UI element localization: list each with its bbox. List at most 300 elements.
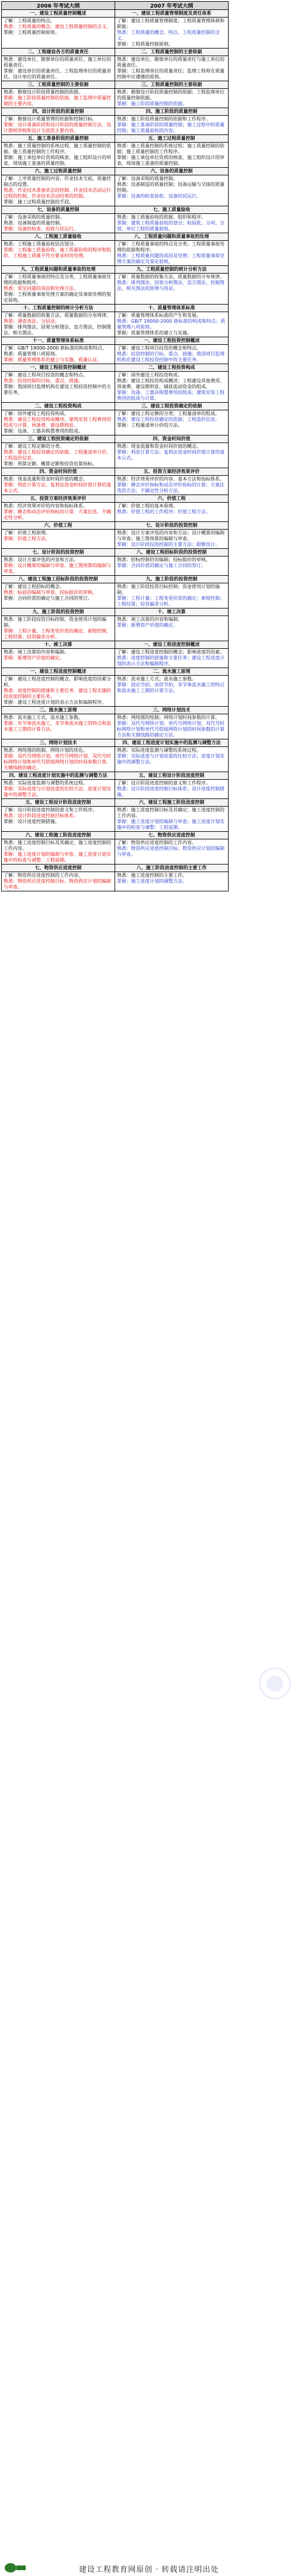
cell-2006: 五、建设工程设计阶段进度控制 xyxy=(2,799,115,807)
cell-2006: 一、建设工程质量控制概述 xyxy=(2,10,115,18)
requirement-line: 掌握：设备、工器具购置费用的组成。 xyxy=(4,428,83,434)
cell-2006 xyxy=(2,56,115,81)
requirement-line: 了解：GB/T 19000-2000 族标准的构成和特点。 xyxy=(4,345,108,351)
requirement-row xyxy=(2,676,229,707)
requirement-line: 掌握：合同价款的确定与施工合同的签订。 xyxy=(4,596,92,601)
cell-2006: 六、价值工程 xyxy=(2,522,115,530)
cell-2006: 四、资金时间价值 xyxy=(2,468,115,476)
cell-2006: 二、建设工程投资构成 xyxy=(2,403,115,410)
section-heading-row xyxy=(2,772,229,780)
requirement-line: 熟悉：建设工程投资构成概述、建筑安装工程费用的组成与计算、预备费、建设期利息。 xyxy=(4,417,111,428)
cell-2007 xyxy=(115,312,229,337)
requirement-line: 熟悉：施工进度控制目标及其确定；施工进度控制的工作内容。 xyxy=(117,807,225,818)
cell-2006: 九、施工阶段的投资控制 xyxy=(2,608,115,616)
requirement-line: 熟悉：施工进度控制的主要工作。 xyxy=(117,873,187,878)
requirement-line: 了解：质量数据的收集方法、质量数据的分布规律。 xyxy=(4,313,111,318)
requirement-line: 熟悉：价值工程的工作程序；价值工程方法。 xyxy=(117,509,210,514)
cell-2006: 一、建设工程投资控制概述 xyxy=(2,364,115,372)
requirement-line: 掌握：建设工程进度计划的表示方法和编制程序。 xyxy=(4,700,106,705)
cell-2007 xyxy=(115,556,229,576)
requirement-line: 熟悉：常见问题的成因和处理方法。 xyxy=(4,286,78,291)
requirement-row xyxy=(2,274,229,305)
syllabus-comparison-document xyxy=(1,1,228,891)
cell-2007: 一、建设工程质量管理制度及责任体系 xyxy=(115,10,229,18)
cell-2006: 三、工程质量控制的主要依据 xyxy=(2,81,115,89)
requirement-row xyxy=(2,839,229,865)
cell-2006 xyxy=(2,241,115,266)
cell-2006: 九、工程质量问题和质量事故的处理 xyxy=(2,266,115,274)
section-heading-row xyxy=(2,305,229,312)
requirement-line: 掌握：预算定额、概算定额和投资估算指标。 xyxy=(4,461,97,466)
requirement-row xyxy=(2,616,229,641)
section-heading-row xyxy=(2,832,229,839)
requirement-line: 掌握：设计概算的编制与审查、施工图预算的编制与审查。 xyxy=(4,563,111,574)
cell-2007: 七、设计阶段的投资控制 xyxy=(115,522,229,530)
cell-2007: 七、施工质量验收 xyxy=(115,206,229,214)
requirement-line: 熟悉：物资供应进度控制目标、物资供应计划的编制与审查。 xyxy=(4,879,111,890)
requirement-row xyxy=(2,872,229,891)
section-heading-row xyxy=(2,608,229,616)
cell-2006 xyxy=(2,143,115,168)
cell-2007 xyxy=(115,89,229,108)
requirement-line: 熟悉：建设工程投资确定的依据、工程量清单计价、工程造价信息。 xyxy=(4,449,111,461)
requirement-row xyxy=(2,747,229,772)
requirement-line: 掌握：设计进度控制措施。 xyxy=(4,819,60,824)
section-heading-row xyxy=(2,668,229,676)
cell-2006 xyxy=(2,116,115,135)
cell-2006: 四、建设工程进度计划实施中的监测与调整方法 xyxy=(2,772,115,780)
cell-2007: 三、建设工程投资确定的依据 xyxy=(115,403,229,410)
requirement-line: 掌握：设计阶段投资控制的主要方法；限额设计。 xyxy=(117,542,220,547)
section-heading-row xyxy=(2,337,229,345)
cell-2006: 十一、质量管理体系标准 xyxy=(2,337,115,345)
cell-2006: 十、竣工决算 xyxy=(2,641,115,649)
cell-2006: 五、投资方案经济效果评价 xyxy=(2,495,115,503)
cell-2007 xyxy=(115,143,229,168)
requirement-line: 掌握：我国项目监理机构在建设工程投资控制中的主要任务。 xyxy=(4,384,111,395)
cell-2006 xyxy=(2,780,115,799)
requirement-line: 掌握：施工承包单位资质的核查、施工组织设计的审查、现场施工准备的质量控制。 xyxy=(117,155,225,166)
cell-2007: 二、工程质量控制的主要依据 xyxy=(115,49,229,56)
edu-logo-icon xyxy=(4,2562,27,2574)
requirement-line: 掌握：工程计量、工程变更价款的确定、索赔控制、工程结算、投资偏差分析。 xyxy=(4,628,111,639)
requirement-line: 了解：设计阶段进度控制的意义和工作程序。 xyxy=(117,780,210,786)
requirement-row xyxy=(2,89,229,108)
requirement-line: 掌握：施工承包单位资质的核查、施工组织设计的审查、现场施工准备的质量控制。 xyxy=(4,155,111,166)
cell-2006 xyxy=(2,312,115,337)
cell-2007: 一、建设工程投资控制概述 xyxy=(115,337,229,345)
requirement-line: 掌握：施工过程质量控制的手段。 xyxy=(4,199,74,205)
cell-2007 xyxy=(115,116,229,135)
requirement-line: 掌握：施工阶段质量控制的依据、施工监理中质量控制的主要内容。 xyxy=(4,95,111,106)
cell-2007: 五、施工过程质量控制 xyxy=(115,135,229,143)
requirement-row xyxy=(2,312,229,337)
requirement-line: 了解：物资供应进度控制的工作内容。 xyxy=(117,840,196,845)
cell-2007 xyxy=(115,241,229,266)
watermark-logo-icon xyxy=(257,1666,292,1701)
requirement-line: 熟悉：质量管理八项原则。 xyxy=(4,351,60,357)
cell-2006 xyxy=(2,274,115,305)
cell-2007: 十、质量管理体系标准 xyxy=(115,305,229,312)
cell-2007 xyxy=(115,747,229,772)
requirement-line: 熟悉：设计方案评选的内容和方法；设计概算的编制与审查；施工图预算的编制与审查。 xyxy=(117,530,225,541)
cell-2006: 一、建设工程进度控制概述 xyxy=(2,668,115,676)
cell-2006 xyxy=(2,476,115,495)
requirement-line: 了解：国外建设工程投资构成。 xyxy=(117,372,182,378)
requirement-line: 熟悉：标底的编制与审查、投标报价的审核。 xyxy=(4,590,97,595)
cell-2006 xyxy=(2,583,115,608)
cell-2007: 三、工程质量控制的主要依据 xyxy=(115,81,229,89)
requirement-row xyxy=(2,345,229,364)
requirement-row xyxy=(2,807,229,832)
requirement-line: 掌握：排列图法、因果分析图法、直方图法、控制图法、相关图法。 xyxy=(4,324,111,336)
page-footer xyxy=(0,2561,297,2575)
requirement-line: 熟悉：工程质量的概念、建设工程质量控制的含义。 xyxy=(4,24,111,29)
section-heading-row xyxy=(2,364,229,372)
requirement-line: 熟悉：建设单位、勘察单位的质量责任与施工单位的质量责任。 xyxy=(117,57,225,68)
section-heading-row xyxy=(2,576,229,583)
requirement-line: 掌握：利息计算方法、复利法资金时间价值计算的基本公式。 xyxy=(4,482,111,493)
cell-2006 xyxy=(2,676,115,707)
section-heading-row xyxy=(2,799,229,807)
requirement-line: 熟悉：调查表法、分层法。 xyxy=(4,319,60,324)
requirement-line: 掌握：施工准备阶段的质量控制；施工过程中的质量控制；施工质量验收的内容。 xyxy=(117,122,225,133)
requirement-row xyxy=(2,503,229,522)
cell-2007: 五、建设工程设计阶段进度控制 xyxy=(115,772,229,780)
requirement-line: 熟悉：招标控制价的编制；投标报价的审核。 xyxy=(117,557,210,562)
requirement-line: 了解：设备采购的质量控制。 xyxy=(117,176,178,181)
requirement-line: 熟悉：施工进度控制目标及其确定、施工进度控制的工作内容。 xyxy=(4,840,111,851)
requirement-line: 熟悉：工程施工质量验收层次划分。 xyxy=(4,241,78,247)
cell-2007 xyxy=(115,872,229,891)
requirement-line: 熟悉：建设单位、勘察单位的质量责任、施工单位的质量责任。 xyxy=(4,57,111,68)
requirement-line: 熟悉：物资供应进度控制目标；物资供应计划的编制与审查。 xyxy=(117,846,225,857)
requirement-line: 熟悉：施工质量控制的系统过程、施工质量控制的依据、施工质量控制的工作程序。 xyxy=(4,143,111,154)
cell-2006 xyxy=(2,18,115,49)
requirement-line: 熟悉：工程质量的概念、特点、工程质量控制的含义。 xyxy=(117,30,220,41)
section-heading-row xyxy=(2,49,229,56)
section-heading-row xyxy=(2,468,229,476)
requirement-line: 了解：建设工程进度控制的概念；影响进度的因素。 xyxy=(117,649,225,655)
section-heading-row xyxy=(2,522,229,530)
cell-2007 xyxy=(115,649,229,668)
syllabus-comparison-table xyxy=(1,1,229,891)
requirement-line: 掌握：施工进度计划的编制与审查；施工进度计划实施中的检查与调整；工程延期。 xyxy=(117,819,225,830)
table-header-row xyxy=(2,2,229,10)
requirement-line: 熟悉：进度控制的措施和主要任务；建设工程进度计划的表示方法和编制程序。 xyxy=(117,655,225,666)
cell-2007: 十、竣工决算 xyxy=(115,608,229,616)
cell-2007: 一、建设工程进度控制概述 xyxy=(115,641,229,649)
cell-2006: 二、流水施工原理 xyxy=(2,707,115,714)
section-heading-row xyxy=(2,495,229,503)
requirement-row xyxy=(2,556,229,576)
cell-2007 xyxy=(115,56,229,81)
cell-2006 xyxy=(2,872,115,891)
requirement-line: 掌握：新增资产价值的确定。 xyxy=(117,623,178,628)
requirement-line: 掌握：工程监理单位的质量责任；监理工程师在质量控制中应遵循的原则。 xyxy=(117,68,225,79)
section-heading-row xyxy=(2,206,229,214)
section-heading-row xyxy=(2,549,229,556)
cell-2007 xyxy=(115,345,229,364)
requirement-line: 掌握：有节奏流水施工、非节奏流水施工的特点和流水施工工期的计算方法。 xyxy=(4,721,111,732)
cell-2007 xyxy=(115,18,229,49)
requirement-line: 掌握：双代号网络计划、单代号网络计划、双代号时标网络计划和单代号搭接网络计划的时间参数的计算方法和关键线路的确定方法。 xyxy=(117,721,225,738)
requirement-row xyxy=(2,143,229,168)
requirement-line: 了解：价值工程原理。 xyxy=(4,530,50,535)
cell-2006: 十、工程质量控制的统计分析方法 xyxy=(2,305,115,312)
requirement-row xyxy=(2,530,229,549)
cell-2006: 三、网络计划技术 xyxy=(2,739,115,747)
requirement-line: 了解：勘察设计质量管理的依据和控制目标。 xyxy=(4,116,97,122)
cell-2006 xyxy=(2,503,115,522)
section-heading-row xyxy=(2,707,229,714)
requirement-line: 熟悉：施工质量控制的系统过程；施工质量控制的依据；施工质量控制的工作程序。 xyxy=(117,143,225,154)
requirement-line: 掌握：合同价款的确定与施工合同的签订。 xyxy=(117,563,206,568)
cell-2007: 二、流水施工原理 xyxy=(115,668,229,676)
cell-2007: 五、投资方案经济效果评价 xyxy=(115,468,229,476)
cell-2007 xyxy=(115,214,229,233)
cell-2006 xyxy=(2,345,115,364)
requirement-row xyxy=(2,649,229,668)
cell-2007: 三、网络计划技术 xyxy=(115,707,229,714)
requirement-line: 了解：建设工程定额的分类。 xyxy=(4,444,64,449)
cell-2007 xyxy=(115,175,229,206)
cell-2006 xyxy=(2,175,115,206)
requirement-row xyxy=(2,56,229,81)
section-heading-row xyxy=(2,233,229,241)
section-heading-row xyxy=(2,108,229,116)
requirement-line: 掌握：建筑工程质量验收的划分；检验批、分项、分部、单位工程的质量验收。 xyxy=(117,220,225,231)
requirement-row xyxy=(2,583,229,608)
cell-2006 xyxy=(2,556,115,576)
section-heading-row xyxy=(2,266,229,274)
section-heading-row xyxy=(2,641,229,649)
requirement-line: 了解：建设工程项目投资的概念和特点。 xyxy=(4,372,88,378)
requirement-row xyxy=(2,780,229,799)
requirement-row xyxy=(2,18,229,49)
requirement-line: 熟悉：建设工程投资确定的依据；工程造价信息。 xyxy=(117,417,220,422)
requirement-line: 掌握：工程量清单计价的方法。 xyxy=(117,423,182,428)
requirement-line: 熟悉：网络图的绘制、网络计划的优化。 xyxy=(4,748,88,753)
requirement-row xyxy=(2,443,229,468)
cell-2006: 四、设计阶段的质量控制 xyxy=(2,108,115,116)
requirement-line: 掌握：施工进度计划的调整方法。 xyxy=(117,879,187,884)
cell-2006: 六、施工过程质量控制 xyxy=(2,168,115,175)
cell-2006 xyxy=(2,443,115,468)
requirement-line: 了解：价值工程的基本原理。 xyxy=(117,503,178,509)
requirement-line: 了解：国外建设工程投资构成。 xyxy=(4,411,69,416)
cell-2007 xyxy=(115,443,229,468)
cell-2007 xyxy=(115,807,229,832)
header-2007: 2007 年考试大纲 xyxy=(115,2,229,10)
requirement-line: 熟悉：实际进度监测与调整的系统过程。 xyxy=(4,780,88,786)
requirement-line: 熟悉：流水施工方式、流水施工参数。 xyxy=(4,715,83,720)
section-heading-row xyxy=(2,168,229,175)
section-heading-row xyxy=(2,435,229,443)
cell-2007 xyxy=(115,714,229,739)
cell-2007 xyxy=(115,583,229,608)
cell-2006: 七、设计阶段的投资控制 xyxy=(2,549,115,556)
section-heading-row xyxy=(2,81,229,89)
requirement-line: 了解：设备采购的质量控制。 xyxy=(4,215,64,220)
requirement-line: 掌握：静态评价指标和动态评价指标的计算；方案比选的方法；不确定性分析方法。 xyxy=(117,482,225,493)
cell-2007 xyxy=(115,410,229,435)
cell-2007: 九、施工阶段的投资控制 xyxy=(115,576,229,583)
requirement-line: 熟悉：设计阶段进度控制目标体系。 xyxy=(4,813,78,818)
requirement-line: 熟悉：投资控制的目标、重点、措施；我国项目监理机构在建设工程投资控制中的主要任务。 xyxy=(117,351,225,362)
requirement-line: 熟悉：勘察设计阶段质量控制的依据。 xyxy=(4,89,83,95)
cell-2006 xyxy=(2,714,115,739)
section-heading-row xyxy=(2,403,229,410)
cell-2007: 八、建设工程招标阶段的投资控制 xyxy=(115,549,229,556)
requirement-line: 掌握：工程质量控制原则。 xyxy=(117,42,173,47)
cell-2006 xyxy=(2,410,115,435)
requirement-line: 熟悉：竣工决算的内容和编制。 xyxy=(117,617,182,622)
cell-2007 xyxy=(115,530,229,549)
requirement-line: 掌握：设备、工器具购置费用的组成；建筑安装工程费用的组成与计算。 xyxy=(117,390,225,401)
cell-2006 xyxy=(2,649,115,668)
requirement-line: 掌握：利息计算方法；复利法资金时间价值计算的基本公式。 xyxy=(117,449,225,461)
cell-2006: 八、建设工程施工招标阶段的投资控制 xyxy=(2,576,115,583)
requirement-line: 掌握：实际进度与计划进度的比较方法；进度计划实施中的调整方法。 xyxy=(117,753,225,765)
cell-2007: 六、设备的质量控制 xyxy=(115,168,229,175)
cell-2007: 七、物资供应进度控制 xyxy=(115,832,229,839)
requirement-row xyxy=(2,214,229,233)
requirement-line: 熟悉：实际进度监测与调整的系统过程。 xyxy=(117,748,201,753)
requirement-line: 掌握：工程质量事故处理方案的确定及事故处理的鉴定验收。 xyxy=(4,292,111,303)
requirement-line: 熟悉：现金流量和资金时间价值的概念。 xyxy=(4,476,88,482)
cell-2006 xyxy=(2,839,115,865)
requirement-line: 掌握：静态和动态评价指标的计算、方案比选、不确定性分析。 xyxy=(4,509,111,520)
requirement-line: 掌握：施工进度计划的编制与审查、施工进度计划实施中的检查与调整、工程延期。 xyxy=(4,852,111,863)
section-heading-row xyxy=(2,865,229,872)
requirement-line: 熟悉：进度控制的措施和主要任务、建设工程实施阶段进度控制的主要任务。 xyxy=(4,688,111,699)
cell-2006 xyxy=(2,372,115,403)
requirement-line: 掌握：固定节拍、成倍节拍、非节奏流水施工的特点和流水施工工期的计算方法。 xyxy=(117,682,225,693)
requirement-line: 了解：建设工程招标的概念。 xyxy=(4,584,64,589)
requirement-line: 了解：建设工程质量管理制度；工程质量管理体制和职能； xyxy=(117,18,225,29)
requirement-line: 熟悉：施工质量验收的依据、组织和程序。 xyxy=(117,215,206,220)
requirement-line: 掌握：价值工程方法。 xyxy=(4,536,50,541)
requirement-line: 熟悉：排列图法、因果分析图法、直方图法、控制图法、相关图法的原理与用法。 xyxy=(117,280,225,291)
header-2006: 2006 年考试大纲 xyxy=(2,2,115,10)
cell-2007: 四、建设工程进度计划实施中的监测与调整方法 xyxy=(115,739,229,747)
requirement-line: 了解：建设工程定额的分类；工程量清单的组成。 xyxy=(117,411,220,416)
cell-2006 xyxy=(2,530,115,549)
requirement-line: 熟悉：施工阶段投资目标控制、资金使用计划的编制。 xyxy=(4,617,106,628)
cell-2007 xyxy=(115,503,229,522)
cell-2007 xyxy=(115,476,229,495)
requirement-line: 熟悉：施工阶段质量控制的依据和工作程序。 xyxy=(117,116,210,122)
requirement-line: 熟悉：设备制造的质量控制；设备运输与交接的质量控制。 xyxy=(117,182,225,193)
requirement-line: 熟悉：设备制造的质量控制。 xyxy=(4,220,64,226)
requirement-line: 了解：工程质量事故的特点及分类、工程质量事故处理的依据和程序。 xyxy=(4,274,111,285)
cell-2007 xyxy=(115,372,229,403)
requirement-line: 掌握：设计准备阶段和设计阶段的质量控制方法、设计图纸审核和设计交底的主要内容。 xyxy=(4,122,111,133)
requirement-line: 熟悉：现金流量和资金时间价值的概念。 xyxy=(117,444,201,449)
cell-2006: 五、施工准备阶段的质量控制 xyxy=(2,135,115,143)
cell-2006: 三、建设工程投资确定的依据 xyxy=(2,435,115,443)
requirement-row xyxy=(2,476,229,495)
requirement-row xyxy=(2,410,229,435)
cell-2007 xyxy=(115,676,229,707)
requirement-line: 熟悉：经济效果评价的内容、基本方法和指标体系。 xyxy=(117,476,225,482)
cell-2007: 六、价值工程 xyxy=(115,495,229,503)
cell-2006 xyxy=(2,807,115,832)
cell-2007: 四、施工阶段的质量控制 xyxy=(115,108,229,116)
requirement-line: 了解：工程质量事故的特点及分类；工程质量事故处理的依据和程序。 xyxy=(117,241,225,253)
requirement-line: 熟悉：勘察设计阶段质量控制的依据；工程监理单位的质量控制依据。 xyxy=(117,89,225,101)
requirement-line: 掌握：质量管理体系的建立与实施。 xyxy=(117,330,192,336)
section-heading-row xyxy=(2,739,229,747)
requirement-line: 了解：工序质量控制的内容、作业技术交底、质量控制点的设置。 xyxy=(4,176,111,187)
requirement-line: 了解：建设工程进度控制的概念、影响进度的因素分析。 xyxy=(4,676,111,687)
requirement-line: 了解：工程质量的特点。 xyxy=(4,18,55,23)
requirement-line: 了解：质量管理体系标准的产生和发展。 xyxy=(117,313,201,318)
cell-2006: 八、工程施工质量验收 xyxy=(2,233,115,241)
requirement-line: 掌握：质量管理体系的建立与实施、质量认证。 xyxy=(4,357,102,362)
requirement-line: 熟悉：网络图的绘制；网络计划时间参数的计算。 xyxy=(117,715,220,720)
requirement-line: 掌握：工程质量控制原则。 xyxy=(4,30,60,35)
requirement-row xyxy=(2,372,229,403)
cell-2006 xyxy=(2,214,115,233)
requirement-line: 熟悉：作业技术准备状态的控制、作业技术活动运行过程的控制、作业技术活动结果的控制。 xyxy=(4,188,111,199)
section-heading-row xyxy=(2,135,229,143)
cell-2007 xyxy=(115,780,229,799)
cell-2006: 六、建设工程施工阶段进度控制 xyxy=(2,832,115,839)
cell-2007: 九、工程质量控制的统计分析方法 xyxy=(115,266,229,274)
cell-2007: 八、施工阶段进度控制的主要工作 xyxy=(115,865,229,872)
requirement-line: 熟悉：经济效果评价的内容和指标体系。 xyxy=(4,503,88,509)
requirement-line: 掌握：新增资产价值的确定。 xyxy=(4,655,64,661)
requirement-line: 了解：质量数据的收集方法、质量数据的分布规律。 xyxy=(117,274,225,279)
requirement-line: 熟悉：建设工程投资构成概述；工程建设其他费用、预备费、建设期利息、铺底流动资金的组成。 xyxy=(117,378,225,389)
requirement-line: 熟悉：流水施工方式；流水施工参数。 xyxy=(117,676,196,682)
cell-2007: 八、工程质量问题和质量事故的处理 xyxy=(115,233,229,241)
requirement-line: 熟悉：竣工决算的内容和编制。 xyxy=(4,649,69,655)
requirement-line: 熟悉：投资控制的目标、重点、措施。 xyxy=(4,378,83,383)
requirement-line: 熟悉：工程质量问题的成因及处理；工程质量事故处理方案的确定及鉴定验收。 xyxy=(117,253,225,264)
requirement-line: 了解：物资供应进度控制的工作内容。 xyxy=(4,873,83,878)
requirement-line: 了解：建设工程项目投资的概念和特点。 xyxy=(117,345,201,351)
requirement-row xyxy=(2,116,229,135)
cell-2006: 二、工程建设各方的质量责任 xyxy=(2,49,115,56)
cell-2006: 七、物资供应进度控制 xyxy=(2,865,115,872)
footer-text: 建设工程教育网原创 · 转载请注明出处 xyxy=(79,2565,219,2574)
cell-2007: 四、资金时间价值 xyxy=(115,435,229,443)
requirement-line: 了解：设计阶段进度控制的意义和工作程序。 xyxy=(4,807,97,812)
cell-2006: 七、设备的质量控制 xyxy=(2,206,115,214)
requirement-row xyxy=(2,241,229,266)
requirement-line: 熟悉：施工阶段投资目标控制；资金使用计划的编制。 xyxy=(117,584,220,595)
requirement-line: 熟悉：设计阶段进度控制目标体系；设计进度控制措施。 xyxy=(117,786,225,797)
requirement-line: 掌握：工程计量；工程变更价款的确定；索赔控制；工程结算；投资偏差分析。 xyxy=(117,596,225,607)
requirement-row xyxy=(2,714,229,739)
requirement-line: 掌握：建设单位的质量责任、工程监理单位的质量责任、设计单位的质量责任。 xyxy=(4,68,111,79)
requirement-line: 掌握：设备的检查验收、设备的试运行。 xyxy=(117,193,201,199)
cell-2007 xyxy=(115,616,229,641)
cell-2006 xyxy=(2,747,115,772)
requirement-line: 掌握：设备的检查、验收与试运行。 xyxy=(4,226,78,231)
requirement-line: 掌握：施工阶段质量控制的依据。 xyxy=(117,101,187,106)
requirement-line: 熟悉：GB/T 19000-2000 族标准的构成和特点；质量管理八项原则。 xyxy=(117,319,226,330)
requirement-line: 掌握：工程施工质量验收、施工质量验收的程序和组织、工程施工质量不符合要求时的处理。 xyxy=(4,247,111,258)
requirement-row xyxy=(2,175,229,206)
section-heading-row xyxy=(2,10,229,18)
cell-2006 xyxy=(2,616,115,641)
requirement-line: 掌握：双代号网络计划、单代号网络计划、双代号时标网络计划和单代号搭接网络计划的时间参数计算、关键线路的确定。 xyxy=(4,753,111,770)
cell-2007 xyxy=(115,274,229,305)
